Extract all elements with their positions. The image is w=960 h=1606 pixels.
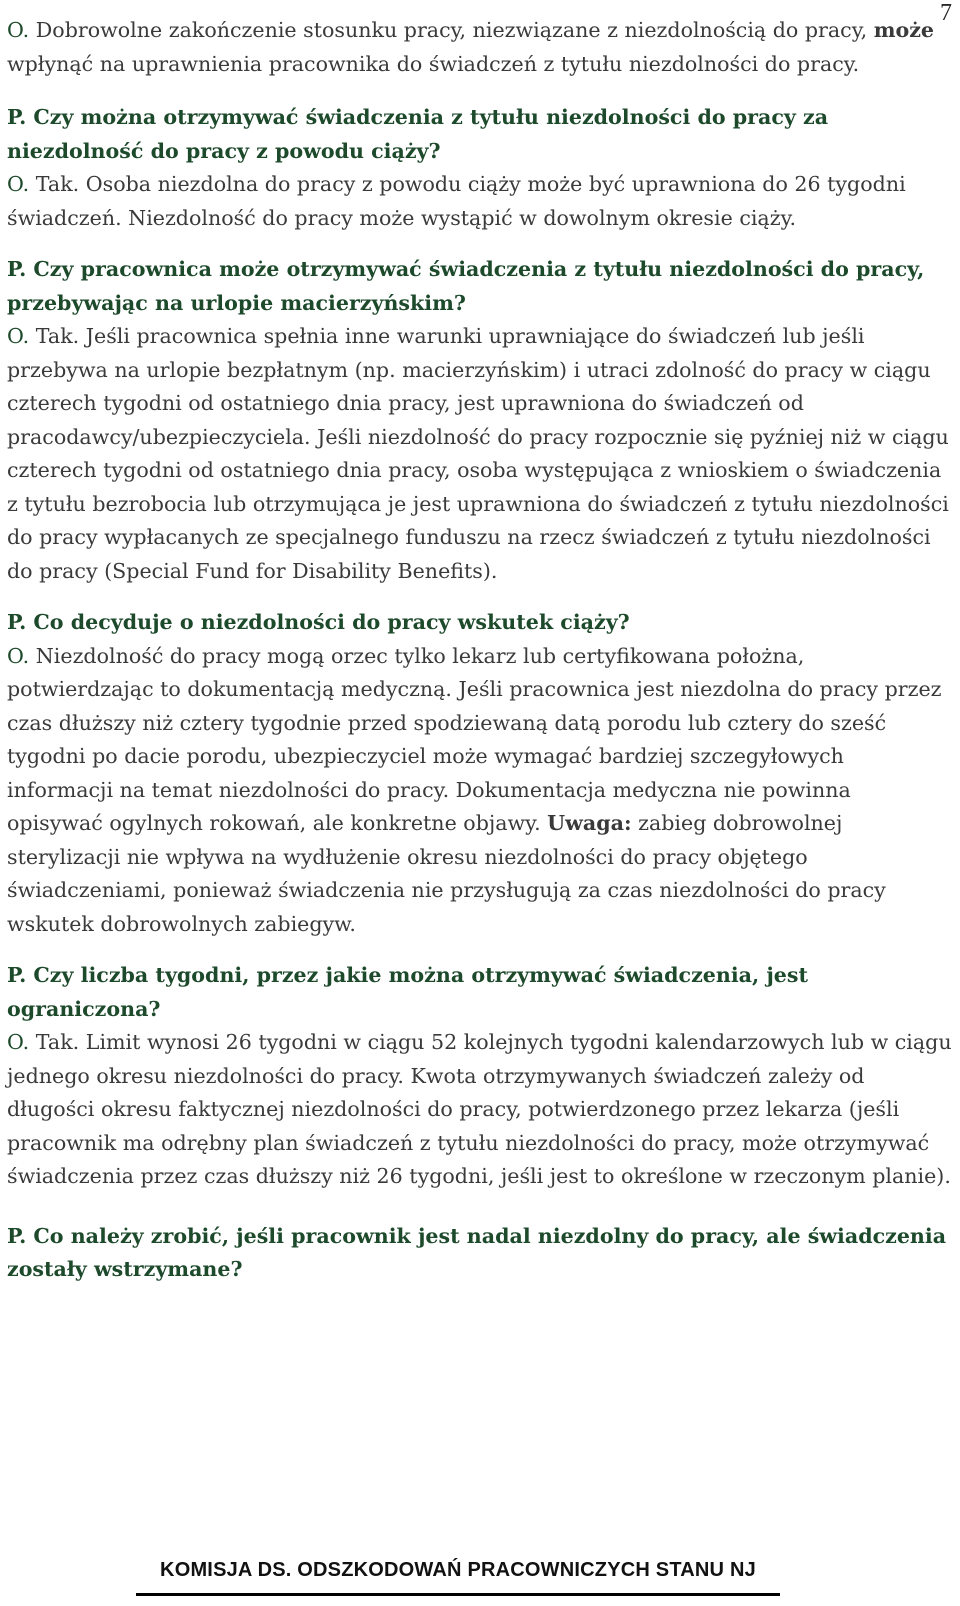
question-heading: P. Co decyduje o niezdolności do pracy wskutek ciąży? <box>7 610 630 634</box>
answer-paragraph <box>7 14 952 81</box>
answer-paragraph <box>7 640 952 942</box>
answer-label: O. <box>7 643 30 668</box>
answer-text: Tak. Limit wynosi 26 tygodni w ciągu 52 kolejnych tygodni kalendarzowych lub w ciągu jednego okresu niezdolności do pracy. Kwota otrzymywanych świadczeń zależy od długości okresu faktycznej niezdolności do pracy, potwierdzonego przez lekarza (jeśli pracownik ma odrębny plan świadczeń z tytułu niezdolności do pracy, może otrzymywać świadczenia przez czas dłuższy niż 26 tygodni, jeśli jest to określone w rzeczonym planie). <box>7 1030 952 1188</box>
question-heading: P. Czy można otrzymywać świadczenia z tytułu niezdolności do pracy za niezdolność do pracy z powodu ciąży? <box>7 105 829 163</box>
answer-text: Tak. Jeśli pracownica spełnia inne warunki uprawniające do świadczeń lub jeśli przebywa na urlopie bezpłatnym (np. macierzyńskim) i utraci zdolność do pracy w ciągu czterech tygodni od ostatniego dnia pracy, jest uprawniona do świadczeń od pracodawcy/ubezpieczyciela. Jeśli niezdolność do pracy rozpocznie się pyźniej niż w ciągu czterech tygodni od ostatniego dnia pracy, osoba występująca z wnioskiem o świadczenia z tytułu bezrobocia lub otrzymująca je jest uprawniona do świadczeń z tytułu niezdolności do pracy wypłacanych ze specjalnego funduszu na rzecz świadczeń z tytułu niezdolności do pracy (Special Fund for Disability Benefits). <box>7 324 949 583</box>
answer-label: O. <box>7 18 30 42</box>
answer-paragraph <box>7 168 952 235</box>
question-heading: P. Czy pracownica może otrzymywać świadczenia z tytułu niezdolności do pracy, przebywając na urlopie macierzyńskim? <box>7 257 925 315</box>
emphasis-text: Uwaga: <box>547 811 632 835</box>
answer-label: O. <box>7 324 30 348</box>
emphasis-text: może <box>873 18 935 42</box>
answer-text: wpłynąć na uprawnienia pracownika do świadczeń z tytułu niezdolności do pracy. <box>7 51 860 76</box>
document-body <box>7 14 952 1287</box>
answer-text: zabieg dobrowolnej sterylizacji nie wpływa na wydłużenie okresu niezdolności do pracy objętego świadczeniami, ponieważ świadczenia nie przysługują za czas niezdolności do pracy wskutek dobrowolnych zabiegyw. <box>7 811 886 936</box>
answer-label: O. <box>7 172 30 196</box>
answer-label: O. <box>7 1030 30 1054</box>
question-heading: P. Czy liczba tygodni, przez jakie można otrzymywać świadczenia, jest ograniczona? <box>7 963 809 1021</box>
footer-agency-name: KOMISJA DS. ODSZKODOWAŃ PRACOWNICZYCH STANU NJ <box>136 1553 780 1596</box>
answer-paragraph <box>7 320 952 588</box>
answer-text: Dobrowolne zakończenie stosunku pracy, niezwiązane z niezdolnością do pracy, <box>29 18 874 42</box>
answer-paragraph <box>7 1026 952 1194</box>
page-number: 7 <box>940 0 952 26</box>
answer-text: Niezdolność do pracy mogą orzec tylko lekarz lub certyfikowana położna, potwierdzając to dokumentacją medyczną. Jeśli pracownica jest niezdolna do pracy przez czas dłuższy niż cztery tygodnie przed spodziewaną datą porodu lub cztery do sześć tygodni po dacie porodu, ubezpieczyciel może wymagać bardziej szczegyłowych informacji na temat niezdolności do pracy. Dokumentacja medyczna nie powinna opisywać ogylnych rokowań, ale konkretne objawy. <box>7 643 942 835</box>
question-heading: P. Co należy zrobić, jeśli pracownik jest nadal niezdolny do pracy, ale świadczenia zostały wstrzymane? <box>7 1223 947 1281</box>
answer-text: Tak. Osoba niezdolna do pracy z powodu ciąży może być uprawniona do 26 tygodni świadczeń. Niezdolność do pracy może wystąpić w dowolnym okresie ciąży. <box>7 172 906 230</box>
